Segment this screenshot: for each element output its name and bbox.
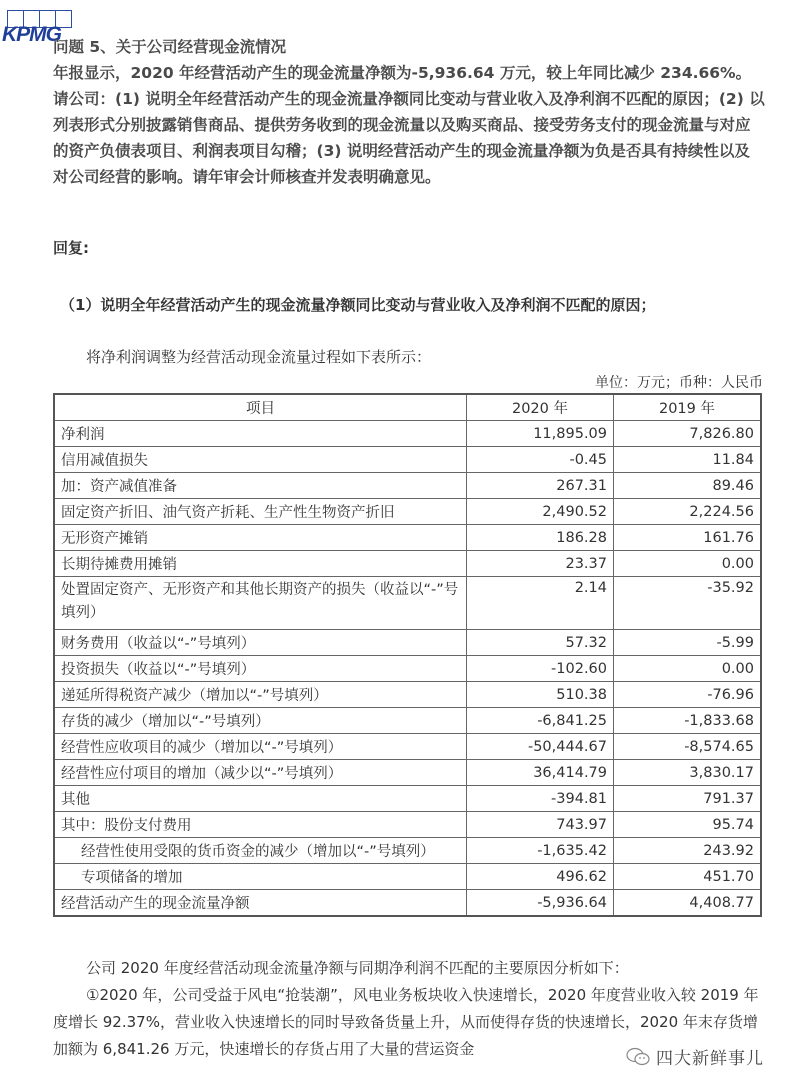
row-value-2020: -1,635.42 <box>467 838 614 864</box>
row-value-2020: 496.62 <box>467 864 614 890</box>
row-item: 财务费用（收益以“-”号填列） <box>54 630 467 656</box>
row-item: 处置固定资产、无形资产和其他长期资产的损失（收益以“-”号填列） <box>54 577 467 630</box>
row-item: 其中：股份支付费用 <box>54 812 467 838</box>
row-value-2020: 510.38 <box>467 682 614 708</box>
row-value-2020: 23.37 <box>467 551 614 577</box>
row-value-2019: 7,826.80 <box>614 421 762 447</box>
analysis-point-1: ①2020 年，公司受益于风电“抢装潮”，风电业务板块收入快速增长，2020 年度营业收入较 2019 年度增长 92.37%，营业收入快速增长的同时导致备货量上升，从而使得存货的快速增长，2020 年末存货增加额为 6,841.26 万元，快速增长的存货占用了大量的营运资金 <box>53 986 759 1058</box>
row-value-2019: -35.92 <box>614 577 762 630</box>
row-value-2020: 11,895.09 <box>467 421 614 447</box>
row-item: 长期待摊费用摊销 <box>54 551 467 577</box>
row-value-2019: -5.99 <box>614 630 762 656</box>
table-row <box>54 890 761 917</box>
table-row <box>54 760 761 786</box>
table-row <box>54 864 761 890</box>
header-2020: 2020 年 <box>467 394 614 421</box>
row-value-2019: 11.84 <box>614 447 762 473</box>
header-item: 项目 <box>54 394 467 421</box>
watermark-text: 四大新鲜事儿 <box>656 1049 764 1069</box>
table-row <box>54 838 761 864</box>
watermark <box>622 1044 764 1069</box>
table-row <box>54 708 761 734</box>
row-value-2020: -5,936.64 <box>467 890 614 917</box>
row-value-2019: 161.76 <box>614 525 762 551</box>
row-value-2020: 2,490.52 <box>467 499 614 525</box>
row-item: 经营性应付项目的增加（减少以“-”号填列） <box>54 760 467 786</box>
row-item: 投资损失（收益以“-”号填列） <box>54 656 467 682</box>
table-row <box>54 734 761 760</box>
logo-text: KPMG <box>2 23 61 46</box>
section-1-title: （1）说明全年经营活动产生的现金流量净额同比变动与营业收入及净利润不匹配的原因； <box>60 296 656 314</box>
table-row <box>54 786 761 812</box>
table-row <box>54 682 761 708</box>
row-value-2020: 57.32 <box>467 630 614 656</box>
wechat-icon <box>626 1047 650 1067</box>
row-item: 固定资产折旧、油气资产折耗、生产性生物资产折旧 <box>54 499 467 525</box>
row-value-2019: 3,830.17 <box>614 760 762 786</box>
row-value-2020: -6,841.25 <box>467 708 614 734</box>
row-item: 经营性使用受限的货币资金的减少（增加以“-”号填列） <box>54 838 467 864</box>
row-item: 加：资产减值准备 <box>54 473 467 499</box>
row-item: 经营活动产生的现金流量净额 <box>54 890 467 917</box>
row-value-2020: -0.45 <box>467 447 614 473</box>
row-value-2020: -50,444.67 <box>467 734 614 760</box>
table-row <box>54 630 761 656</box>
table-row <box>54 551 761 577</box>
row-item: 净利润 <box>54 421 467 447</box>
row-value-2019: 95.74 <box>614 812 762 838</box>
row-item: 专项储备的增加 <box>54 864 467 890</box>
row-value-2020: 267.31 <box>467 473 614 499</box>
row-value-2019: 0.00 <box>614 656 762 682</box>
table-row <box>54 577 761 630</box>
row-item: 经营性应收项目的减少（增加以“-”号填列） <box>54 734 467 760</box>
reply-label: 回复: <box>53 239 89 257</box>
row-item: 存货的减少（增加以“-”号填列） <box>54 708 467 734</box>
row-value-2019: 2,224.56 <box>614 499 762 525</box>
row-item: 信用减值损失 <box>54 447 467 473</box>
question-title: 问题 5、关于公司经营现金流情况 <box>53 38 287 56</box>
analysis-intro: 公司 2020 年度经营活动现金流量净额与同期净利润不匹配的主要原因分析如下： <box>86 959 629 977</box>
row-value-2019: 243.92 <box>614 838 762 864</box>
table-row <box>54 499 761 525</box>
row-value-2019: 451.70 <box>614 864 762 890</box>
table-row <box>54 656 761 682</box>
row-value-2019: 791.37 <box>614 786 762 812</box>
row-value-2020: 36,414.79 <box>467 760 614 786</box>
row-value-2020: -394.81 <box>467 786 614 812</box>
table-row <box>54 421 761 447</box>
row-value-2019: -8,574.65 <box>614 734 762 760</box>
table-row <box>54 525 761 551</box>
row-value-2019: 89.46 <box>614 473 762 499</box>
table-intro: 将净利润调整为经营活动现金流量过程如下表所示： <box>86 348 432 366</box>
question-body: 年报显示，2020 年经营活动产生的现金流量净额为-5,936.64 万元，较上年同比减少 234.66%。请公司：(1) 说明全年经营活动产生的现金流量净额同比变动与营业收入及净利润不匹配的原因；(2) 以列表形式分别披露销售商品、提供劳务收到的现金流量以及购买商品、接受劳务支付的现金流量与对应的资产负债表项目、利润表项目勾稽；(3) 说明经营活动产生的现金流量净额为负是否具有持续性以及对公司经营的影响。请年审会计师核查并发表明确意见。 <box>53 64 765 186</box>
row-value-2020: -102.60 <box>467 656 614 682</box>
row-item: 其他 <box>54 786 467 812</box>
row-value-2019: 4,408.77 <box>614 890 762 917</box>
table-header-row <box>54 394 761 421</box>
row-value-2019: -76.96 <box>614 682 762 708</box>
table-row <box>54 473 761 499</box>
table-row <box>54 812 761 838</box>
cash-flow-reconciliation-table <box>53 393 762 917</box>
row-item: 无形资产摊销 <box>54 525 467 551</box>
row-value-2019: -1,833.68 <box>614 708 762 734</box>
row-value-2020: 743.97 <box>467 812 614 838</box>
row-value-2019: 0.00 <box>614 551 762 577</box>
row-value-2020: 2.14 <box>467 577 614 630</box>
unit-note: 单位：万元；币种：人民币 <box>595 375 763 391</box>
row-item: 递延所得税资产减少（增加以“-”号填列） <box>54 682 467 708</box>
table-row <box>54 447 761 473</box>
header-2019: 2019 年 <box>614 394 762 421</box>
row-value-2020: 186.28 <box>467 525 614 551</box>
